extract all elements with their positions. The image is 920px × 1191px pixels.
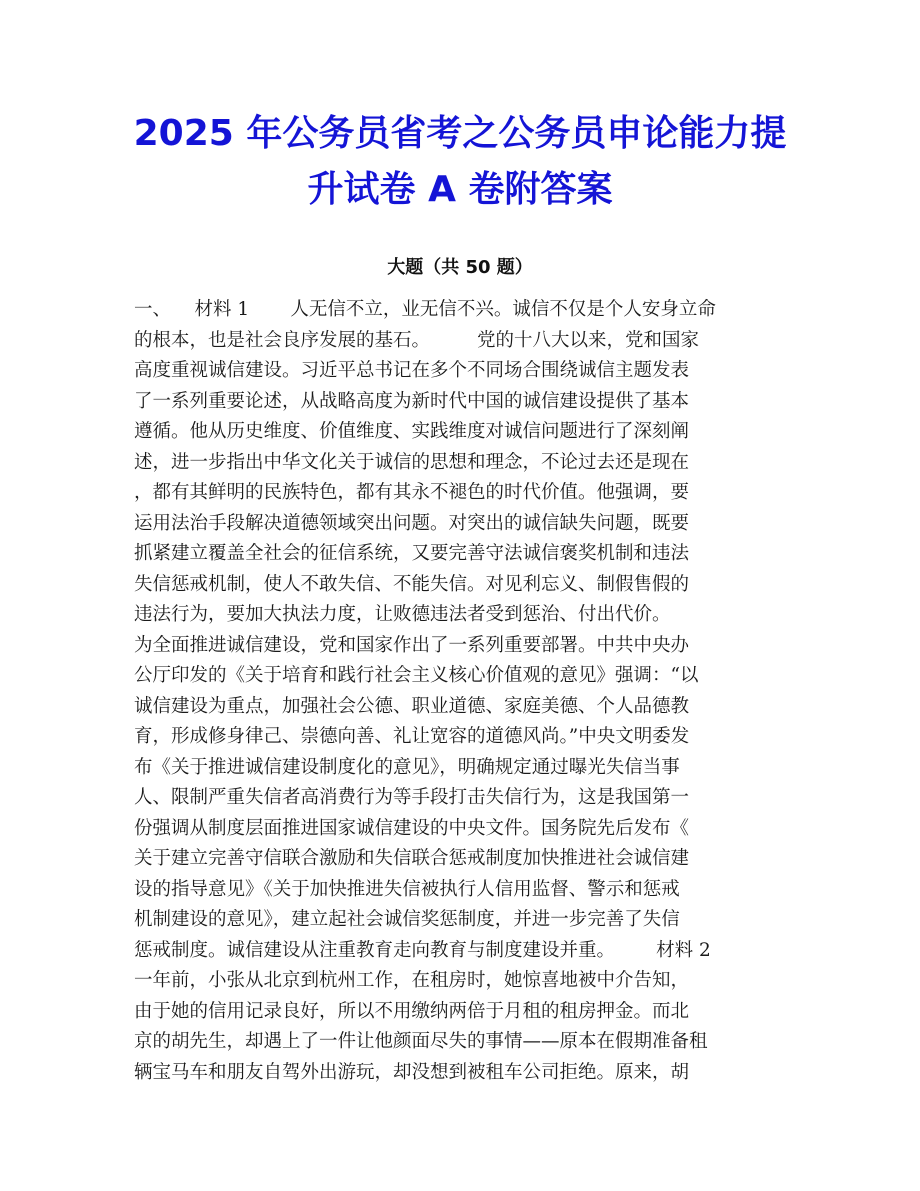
section-heading: 大题（共 50 题） bbox=[387, 257, 533, 278]
body-line: 述，进一步指出中华文化关于诚信的思想和理念，不论过去还是现在 bbox=[134, 451, 690, 473]
body-line: 辆宝马车和朋友自驾外出游玩，却没想到被租车公司拒绝。原来，胡 bbox=[134, 1061, 690, 1083]
body-line: 一年前，小张从北京到杭州工作，在租房时，她惊喜地被中介告知， bbox=[134, 970, 690, 991]
body-line: 为全面推进诚信建设，党和国家作出了一系列重要部署。中共中央办 bbox=[134, 634, 690, 656]
body-line: ，都有其鲜明的民族特色，都有其永不褪色的时代价值。他强调，要 bbox=[134, 482, 690, 503]
body-line: 一、 材料 1 人无信不立，业无信不兴。诚信不仅是个人安身立命 bbox=[134, 299, 716, 320]
body-line: 抓紧建立覆盖全社会的征信系统，又要完善守法诚信褒奖机制和违法 bbox=[134, 543, 690, 564]
body-line: 违法行为，要加大执法力度，让败德违法者受到惩治、付出代价。 bbox=[134, 604, 671, 625]
body-line: 京的胡先生，却遇上了一件让他颜面尽失的事情——原本在假期准备租 bbox=[134, 1031, 708, 1052]
body-line: 公厅印发的《关于培育和践行社会主义核心价值观的意见》强调：“以 bbox=[134, 665, 699, 686]
body-line: 惩戒制度。诚信建设从注重教育走向教育与制度建设并重。 材料 2 bbox=[134, 939, 711, 961]
body-line: 了一系列重要论述，从战略高度为新时代中国的诚信建设提供了基本 bbox=[134, 390, 690, 412]
body-line: 设的指导意见》《关于加快推进失信被执行人信用监督、警示和惩戒 bbox=[134, 878, 680, 900]
body-line: 布《关于推进诚信建设制度化的意见》，明确规定通过曝光失信当事 bbox=[134, 756, 680, 778]
body-line: 诚信建设为重点，加强社会公德、职业道德、家庭美德、个人品德教 bbox=[134, 695, 690, 717]
body-line: 高度重视诚信建设。习近平总书记在多个不同场合围绕诚信主题发表 bbox=[134, 360, 690, 381]
body-line: 育，形成修身律己、崇德向善、礼让宽容的道德风尚。”中央文明委发 bbox=[134, 726, 690, 747]
document-body bbox=[134, 295, 794, 1088]
body-line: 失信惩戒机制，使人不敢失信、不能失信。对见利忘义、制假售假的 bbox=[134, 573, 690, 595]
title-line-2: 升试卷 A 卷附答案 bbox=[307, 169, 613, 210]
body-line: 遵循。他从历史维度、价值维度、实践维度对诚信问题进行了深刻阐 bbox=[134, 421, 690, 442]
body-line: 由于她的信用记录良好，所以不用缴纳两倍于月租的租房押金。而北 bbox=[134, 1000, 690, 1022]
body-line: 运用法治手段解决道德领域突出问题。对突出的诚信缺失问题，既要 bbox=[134, 512, 690, 534]
body-line: 机制建设的意见》，建立起社会诚信奖惩制度，并进一步完善了失信 bbox=[134, 909, 680, 930]
body-line: 份强调从制度层面推进国家诚信建设的中央文件。国务院先后发布《 bbox=[134, 817, 690, 839]
body-line: 的根本，也是社会良序发展的基石。 党的十八大以来，党和国家 bbox=[134, 329, 700, 351]
title-line-1: 2025 年公务员省考之公务员申论能力提 bbox=[133, 113, 787, 154]
document-title bbox=[120, 106, 800, 218]
body-line: 人、限制严重失信者高消费行为等手段打击失信行为，这是我国第一 bbox=[134, 787, 690, 808]
body-line: 关于建立完善守信联合激励和失信联合惩戒制度加快推进社会诚信建 bbox=[134, 848, 690, 869]
